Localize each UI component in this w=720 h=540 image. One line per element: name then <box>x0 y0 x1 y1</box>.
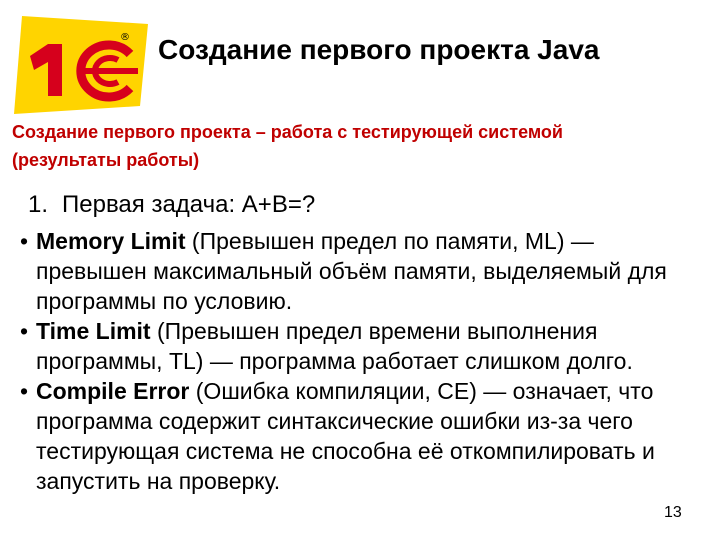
bullet-icon: • <box>20 318 29 344</box>
task-number: 1. <box>28 191 49 218</box>
bullet-icon: • <box>20 228 29 254</box>
bullet-item-memory-limit <box>20 226 706 316</box>
company-logo <box>8 10 158 120</box>
slide-subtitle: Создание первого проекта – работа с тестирующей системой (результаты работы) <box>12 122 563 170</box>
bullet-list <box>20 226 706 496</box>
bullet-term: Memory Limit <box>36 228 186 254</box>
bullet-term: Compile Error <box>36 378 190 404</box>
bullet-icon: • <box>20 378 29 404</box>
task-text: Первая задача: A+B=? <box>62 191 316 218</box>
bullet-item-time-limit <box>20 316 706 376</box>
bullet-text: (Ошибка компиляции, CE) — означает, что программа содержит синтаксические ошибки из-за чего тестирующая система не способна её откомпилировать и запустить на проверку. <box>36 378 655 494</box>
bullet-text: (Превышен предел по памяти, ML) — превышен максимальный объём памяти, выделяемый для программы по условию. <box>36 228 667 314</box>
bullet-term: Time Limit <box>36 318 151 344</box>
task-heading <box>28 190 315 220</box>
page-number: 13 <box>664 504 682 521</box>
bullet-item-compile-error <box>20 376 706 496</box>
svg-text:®: ® <box>120 32 130 43</box>
slide-title: Создание первого проекта Java <box>158 34 600 65</box>
bullet-text: (Превышен предел времени выполнения программы, TL) — программа работает слишком долго. <box>36 318 633 374</box>
